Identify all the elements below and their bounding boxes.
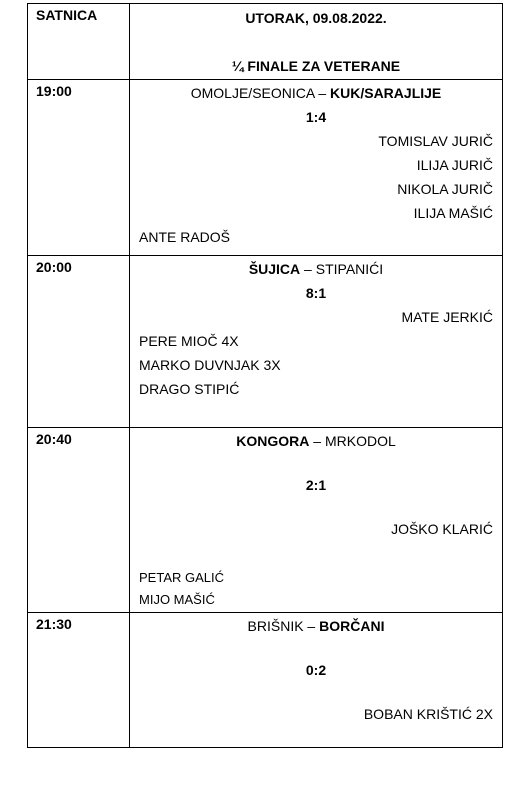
scorer-right: NIKOLA JURIČ [397,181,493,197]
scorer-left: PETAR GALIĆ [139,570,225,585]
scorer-right: MATE JERKIĆ [401,309,493,325]
team-dash: – [309,433,325,449]
scorer-right: ILIJA JURIČ [416,157,493,173]
match-row [28,80,503,256]
match-cell [130,613,503,748]
header-row [28,4,503,80]
header-satnica: SATNICA [28,4,130,80]
match-score: 8:1 [305,285,327,301]
header-round: ¼ FINALE ZA VETERANE [231,58,401,74]
team-dash: – [303,618,320,634]
match-time: 19:00 [28,80,130,256]
team-home: ŠUJICA [248,261,301,277]
match-score: 2:1 [305,477,327,493]
team-away: MRKODOL [324,433,396,449]
match-cell [130,428,503,613]
match-score: 0:2 [305,662,327,678]
match-cell [130,80,503,256]
match-teams [130,257,502,281]
scorer-left: ANTE RADOŠ [139,229,231,245]
match-teams [130,81,502,105]
match-teams [130,429,502,453]
team-home: BRIŠNIK [247,618,304,634]
scorer-left: PERE MIOČ 4X [139,333,239,349]
team-away: BORČANI [319,618,385,634]
team-away: STIPANIĆI [315,261,384,277]
match-row [28,428,503,613]
match-teams [130,614,502,638]
match-row [28,256,503,428]
team-home: OMOLJE/SEONICA [190,85,315,101]
match-time: 20:00 [28,256,130,428]
team-home: KONGORA [236,433,310,449]
team-dash: – [314,85,331,101]
scorer-right: TOMISLAV JURIČ [378,133,493,149]
team-away: KUK/SARAJLIJE [330,85,442,101]
header-date: UTORAK, 09.08.2022. [245,10,387,26]
match-score: 1:4 [305,109,327,125]
scorer-right: ILIJA MAŠIĆ [413,205,493,221]
scorer-right: BOBAN KRIŠTIĆ 2X [363,706,493,722]
scorer-right: JOŠKO KLARIĆ [391,521,493,537]
match-time: 20:40 [28,428,130,613]
match-time: 21:30 [28,613,130,748]
scorer-left: MARKO DUVNJAK 3X [139,357,281,373]
match-row [28,613,503,748]
schedule-table [27,3,503,748]
scorer-left: DRAGO STIPIĆ [139,381,240,397]
team-dash: – [300,261,316,277]
match-cell [130,256,503,428]
scorer-left: MIJO MAŠIĆ [139,592,215,607]
header-info-cell [130,4,503,80]
